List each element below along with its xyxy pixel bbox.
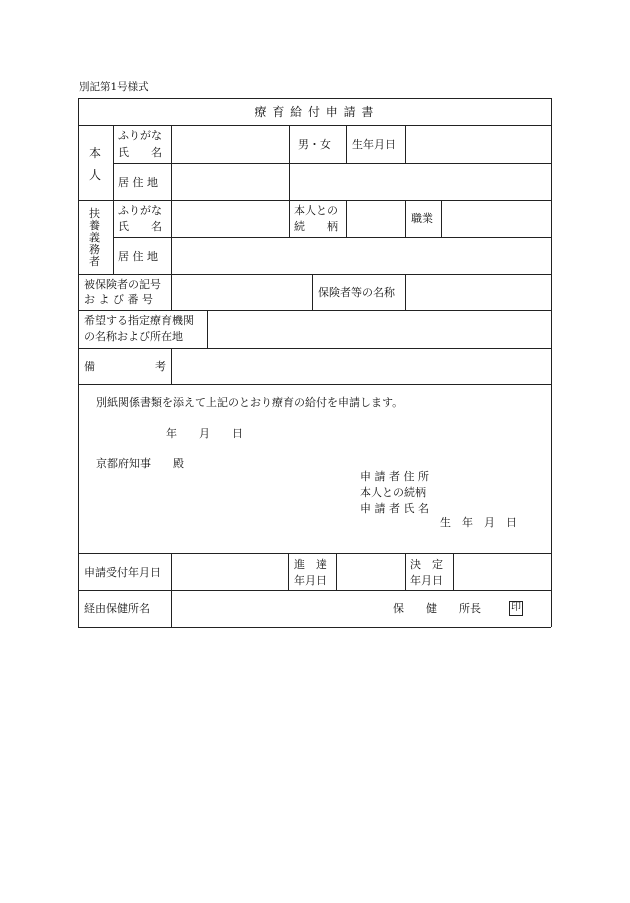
fuyo-furigana-label: ふりがな (118, 204, 162, 217)
insured-no-label-2: お よ び 番 号 (84, 293, 153, 306)
insurer-name-field[interactable] (406, 275, 550, 309)
col-divider (113, 125, 114, 274)
decision-date-field[interactable] (454, 554, 550, 589)
institution-label-1: 希望する指定療育機関 (84, 314, 194, 327)
fuyo-group-char: 養 (89, 219, 100, 232)
fuyo-occupation-field[interactable] (442, 201, 550, 236)
honnin-address-field[interactable] (172, 164, 550, 199)
table-border (78, 627, 551, 628)
fuyo-address-field[interactable] (172, 238, 550, 273)
forward-date-field[interactable] (337, 554, 404, 589)
honnin-sex-label: 男・女 (298, 138, 331, 151)
date-line: 年 月 日 (166, 427, 243, 440)
remarks-label-2: 考 (155, 360, 166, 373)
institution-field[interactable] (208, 311, 550, 347)
honnin-group-label-1: 本 (89, 146, 102, 160)
fuyo-group-char: 者 (89, 255, 100, 268)
applicant-name-label: 申 請 者 氏 名 (360, 502, 429, 515)
form-title: 療 育 給 付 申 請 書 (254, 105, 375, 119)
fuyo-address-label: 居 住 地 (118, 250, 158, 263)
remarks-field[interactable] (172, 349, 550, 383)
decision-label-1: 決 定 (410, 558, 443, 571)
applicant-address-label: 申 請 者 住 所 (360, 470, 429, 483)
fuyo-name-field[interactable] (172, 201, 288, 236)
decision-label-2: 年月日 (410, 574, 443, 587)
col-divider (312, 274, 313, 310)
col-divider (346, 125, 347, 163)
honnin-name-field[interactable] (172, 126, 288, 162)
forward-label-2: 年月日 (294, 574, 327, 587)
office-name-field[interactable] (172, 591, 382, 626)
honnin-furigana-label: ふりがな (118, 129, 162, 142)
fuyo-occupation-label: 職業 (411, 212, 433, 225)
declaration-text: 別紙関係書類を添えて上記のとおり療育の給付を申請します。 (96, 396, 404, 409)
honnin-name-label: 氏 名 (118, 146, 162, 159)
fuyo-name-label: 氏 名 (118, 220, 162, 233)
table-border (551, 98, 552, 627)
seal-mark: 印 (509, 601, 523, 616)
received-date-field[interactable] (172, 554, 287, 589)
fuyo-group-char: 扶 (89, 207, 100, 220)
col-divider (288, 553, 289, 590)
table-border (78, 98, 79, 627)
fuyo-relation-label-2: 続 柄 (294, 220, 338, 233)
fuyo-relation-label-1: 本人との (294, 204, 338, 217)
institution-label-2: の名称および所在地 (84, 330, 183, 343)
forward-label-1: 進 達 (294, 558, 327, 571)
applicant-birth-label: 生 年 月 日 (440, 516, 517, 529)
received-date-label: 申請受付年月日 (84, 566, 161, 579)
addressee: 京都府知事 殿 (96, 457, 184, 470)
row-divider (78, 384, 551, 385)
applicant-relation-label: 本人との続柄 (360, 486, 426, 499)
honnin-group-label-2: 人 (89, 168, 102, 182)
col-divider (405, 200, 406, 237)
honnin-birthdate-label: 生年月日 (352, 138, 396, 151)
honnin-address-label: 居 住 地 (118, 176, 158, 189)
col-divider (289, 200, 290, 237)
office-suffix: 保 健 所長 (393, 602, 481, 615)
form-id: 別記第1号様式 (79, 81, 149, 93)
insured-no-field[interactable] (172, 275, 311, 309)
fuyo-group-char: 義 (89, 231, 100, 244)
insured-no-label-1: 被保険者の記号 (84, 278, 161, 291)
fuyo-group-char: 務 (89, 243, 100, 256)
via-office-label: 経由保健所名 (84, 602, 150, 615)
honnin-birthdate-field[interactable] (406, 126, 550, 162)
insurer-name-label: 保険者等の名称 (318, 286, 395, 299)
col-divider (405, 553, 406, 590)
fuyo-relation-field[interactable] (347, 201, 404, 236)
table-border (78, 98, 551, 99)
remarks-label-1: 備 (84, 360, 95, 373)
